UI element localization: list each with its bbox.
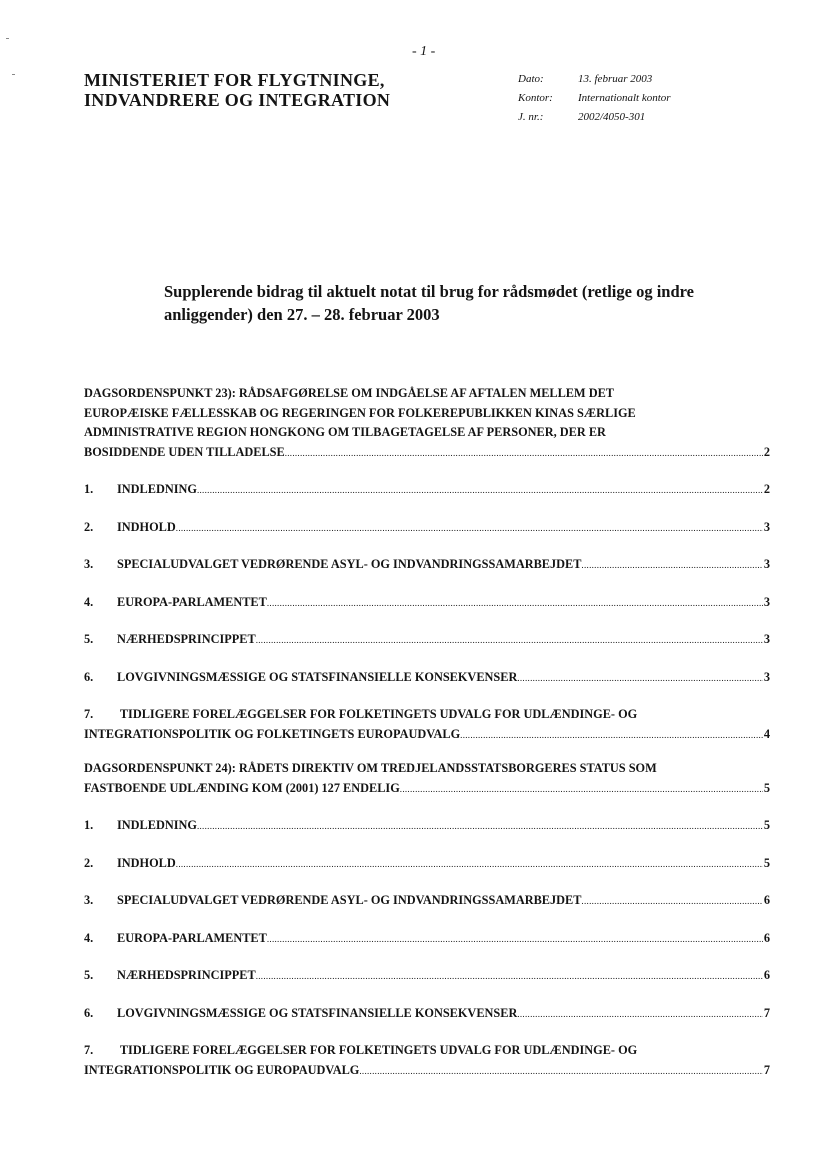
toc-item[interactable] — [84, 891, 770, 912]
toc-page-number: 3 — [763, 519, 770, 534]
toc-item[interactable] — [84, 966, 770, 987]
toc-page-number: 3 — [763, 669, 770, 684]
toc-page-number: 3 — [763, 632, 770, 646]
table-of-contents — [84, 384, 770, 1081]
toc-item-title: TIDLIGERE FORELÆGGELSER FOR FOLKETINGETS UDVALG FOR UDLÆNDINGE- OG — [119, 1043, 638, 1057]
toc-item[interactable] — [84, 593, 770, 614]
toc-item-number: 4. — [84, 594, 94, 609]
toc-page-number: 7 — [763, 1062, 770, 1077]
meta-row-journal — [518, 108, 671, 127]
toc-item-number: 2. — [84, 855, 94, 870]
ministry-line-1: MINISTERIET FOR FLYGTNINGE, — [84, 70, 385, 90]
toc-item-number: 7. — [84, 1043, 94, 1057]
toc-item[interactable] — [84, 1041, 770, 1081]
dot-leader — [400, 779, 763, 800]
toc-item-title: LOVGIVNINGSMÆSSIGE OG STATSFINANSIELLE KONSEKVENSER — [117, 669, 518, 684]
toc-item-title: INTEGRATIONSPOLITIK OG FOLKETINGETS EUROPAUDVALG — [84, 726, 461, 741]
toc-item[interactable] — [84, 705, 770, 745]
dot-leader — [581, 891, 762, 912]
toc-item-title: NÆRHEDSPRINCIPPET — [117, 968, 256, 982]
toc-page-number: 5 — [763, 818, 770, 832]
toc-item-number: 1. — [84, 482, 94, 496]
dot-leader — [581, 555, 762, 576]
toc-item-number: 2. — [84, 519, 94, 534]
toc-agenda-24[interactable] — [84, 759, 770, 799]
meta-row-office — [518, 89, 671, 108]
toc-item[interactable] — [84, 1004, 770, 1025]
meta-row-date — [518, 70, 671, 89]
dot-leader — [256, 966, 763, 987]
subject-line-2: anliggender) den 27. – 28. februar 2003 — [164, 305, 440, 324]
toc-heading-line: EUROPÆISKE FÆLLESSKAB OG REGERINGEN FOR FOLKEREPUBLIKKEN KINAS SÆRLIGE — [84, 405, 636, 420]
dot-leader — [267, 593, 763, 614]
toc-item-number: 5. — [84, 632, 94, 646]
toc-item[interactable] — [84, 518, 770, 539]
meta-value: 2002/4050-301 — [578, 111, 646, 123]
toc-item-title: NÆRHEDSPRINCIPPET — [117, 632, 256, 646]
dot-leader — [176, 854, 763, 875]
toc-item-title: INDHOLD — [117, 519, 176, 534]
toc-heading-line: FASTBOENDE UDLÆNDING KOM (2001) 127 ENDELIG — [84, 780, 400, 795]
toc-item-title: INDLEDNING — [117, 482, 197, 496]
toc-page-number: 3 — [763, 594, 770, 609]
dot-leader — [285, 443, 763, 464]
dot-leader — [517, 1004, 763, 1025]
toc-item-title: EUROPA-PARLAMENTET — [117, 594, 267, 609]
toc-page-number: 6 — [763, 930, 770, 945]
toc-item[interactable] — [84, 480, 770, 501]
toc-item[interactable] — [84, 854, 770, 875]
toc-item-number: 6. — [84, 669, 94, 684]
dot-leader — [197, 816, 763, 837]
dot-leader — [517, 668, 763, 689]
meta-value: 13. februar 2003 — [578, 73, 653, 85]
dot-leader — [197, 480, 763, 501]
toc-item[interactable] — [84, 555, 770, 576]
toc-item-title: SPECIALUDVALGET VEDRØRENDE ASYL- OG INDVANDRINGSSAMARBEJDET — [117, 893, 582, 907]
toc-item-number: 3. — [84, 557, 94, 571]
toc-item-title: INDHOLD — [117, 855, 176, 870]
toc-item-number: 7. — [84, 707, 94, 721]
toc-page-number: 6 — [763, 968, 770, 982]
toc-heading-line: BOSIDDENDE UDEN TILLADELSE — [84, 444, 285, 459]
toc-item-title: SPECIALUDVALGET VEDRØRENDE ASYL- OG INDVANDRINGSSAMARBEJDET — [117, 557, 582, 571]
toc-page-number: 4 — [763, 726, 770, 741]
toc-item-number: 4. — [84, 930, 94, 945]
subject-line-1: Supplerende bidrag til aktuelt notat til brug for rådsmødet (retlige og indre — [164, 282, 694, 301]
toc-page-number: 5 — [763, 780, 770, 795]
dot-leader — [176, 518, 763, 539]
dot-leader — [256, 630, 763, 651]
toc-item[interactable] — [84, 668, 770, 689]
toc-item-number: 3. — [84, 893, 94, 907]
toc-item-title: LOVGIVNINGSMÆSSIGE OG STATSFINANSIELLE KONSEKVENSER — [117, 1005, 518, 1020]
toc-page-number: 2 — [763, 482, 770, 496]
toc-page-number: 2 — [763, 444, 770, 459]
document-subject — [164, 280, 734, 326]
toc-item-title: TIDLIGERE FORELÆGGELSER FOR FOLKETINGETS UDVALG FOR UDLÆNDINGE- OG — [119, 707, 638, 721]
toc-heading-line: DAGSORDENSPUNKT 24): RÅDETS DIREKTIV OM TREDJELANDSSTATSBORGERES STATUS SOM — [84, 761, 657, 775]
toc-heading-line: DAGSORDENSPUNKT 23): RÅDSAFGØRELSE OM INDGÅELSE AF AFTALEN MELLEM DET — [84, 386, 614, 400]
scan-speck — [6, 38, 9, 39]
toc-page-number: 7 — [763, 1005, 770, 1020]
toc-page-number: 3 — [763, 557, 770, 571]
ministry-heading — [84, 70, 390, 110]
meta-label: Kontor: — [518, 92, 553, 104]
toc-item-number: 5. — [84, 968, 94, 982]
scan-speck — [12, 74, 15, 75]
dot-leader — [359, 1061, 762, 1082]
toc-agenda-23[interactable] — [84, 384, 770, 463]
meta-value: Internationalt kontor — [578, 92, 671, 104]
toc-item-number: 1. — [84, 818, 94, 832]
toc-item-number: 6. — [84, 1005, 94, 1020]
toc-heading-line: ADMINISTRATIVE REGION HONGKONG OM TILBAGETAGELSE AF PERSONER, DER ER — [84, 425, 606, 439]
dot-leader — [460, 725, 763, 746]
toc-item[interactable] — [84, 929, 770, 950]
meta-label: J. nr.: — [518, 111, 544, 123]
document-meta — [518, 70, 671, 127]
toc-item[interactable] — [84, 816, 770, 837]
toc-item-title: INTEGRATIONSPOLITIK OG EUROPAUDVALG — [84, 1062, 360, 1077]
toc-item-title: EUROPA-PARLAMENTET — [117, 930, 267, 945]
toc-item-title: INDLEDNING — [117, 818, 197, 832]
toc-item[interactable] — [84, 630, 770, 651]
toc-page-number: 6 — [763, 893, 770, 907]
ministry-line-2: INDVANDRERE OG INTEGRATION — [84, 90, 391, 110]
page-number: - 1 - — [412, 44, 436, 59]
meta-label: Dato: — [518, 73, 544, 85]
toc-page-number: 5 — [763, 855, 770, 870]
dot-leader — [267, 929, 763, 950]
